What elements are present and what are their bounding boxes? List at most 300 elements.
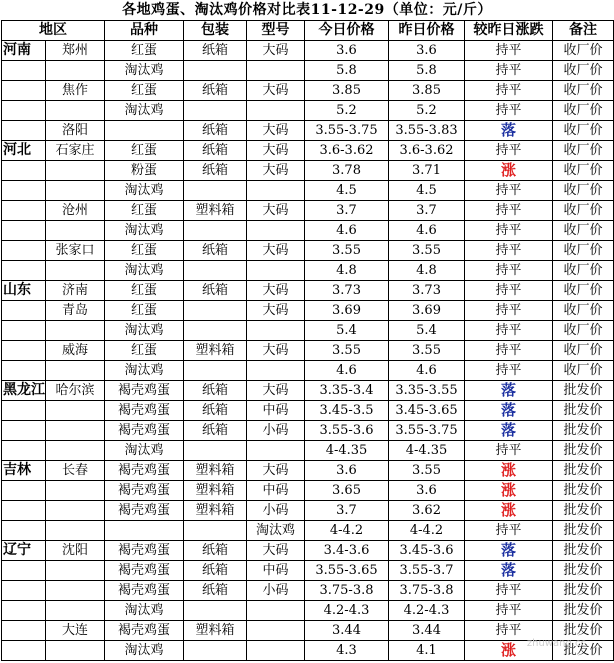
variety-cell: 褐壳鸡蛋 bbox=[105, 461, 184, 481]
variety-cell: 红蛋 bbox=[105, 341, 184, 361]
today-price-cell: 5.8 bbox=[305, 61, 389, 81]
change-cell: 涨 bbox=[465, 481, 553, 501]
table-row bbox=[2, 321, 614, 341]
table-row bbox=[2, 161, 614, 181]
table-row bbox=[2, 301, 614, 321]
city-cell bbox=[46, 161, 105, 181]
size-cell: 大码 bbox=[247, 121, 305, 141]
note-cell: 收厂价 bbox=[553, 341, 614, 361]
variety-cell: 褐壳鸡蛋 bbox=[105, 501, 184, 521]
size-cell bbox=[247, 641, 305, 661]
yesterday-price-cell: 3.55 bbox=[389, 341, 465, 361]
header-change: 较昨日涨跌 bbox=[465, 21, 553, 41]
yesterday-price-cell: 5.8 bbox=[389, 61, 465, 81]
today-price-cell: 3.6 bbox=[305, 461, 389, 481]
variety-cell: 褐壳鸡蛋 bbox=[105, 481, 184, 501]
size-cell: 大码 bbox=[247, 41, 305, 61]
change-cell: 落 bbox=[465, 381, 553, 401]
change-cell: 持平 bbox=[465, 141, 553, 161]
change-cell: 持平 bbox=[465, 181, 553, 201]
city-cell bbox=[46, 601, 105, 621]
size-cell: 小码 bbox=[247, 421, 305, 441]
table-row bbox=[2, 361, 614, 381]
variety-cell: 褐壳鸡蛋 bbox=[105, 421, 184, 441]
province-cell bbox=[2, 321, 46, 341]
watermark: zhuwang.cc bbox=[526, 638, 586, 649]
table-row bbox=[2, 261, 614, 281]
variety-cell: 红蛋 bbox=[105, 81, 184, 101]
yesterday-price-cell: 3.71 bbox=[389, 161, 465, 181]
note-cell: 收厂价 bbox=[553, 321, 614, 341]
note-cell: 批发价 bbox=[553, 521, 614, 541]
table-row bbox=[2, 621, 614, 641]
size-cell bbox=[247, 221, 305, 241]
today-price-cell: 3.55-3.65 bbox=[305, 561, 389, 581]
yesterday-price-cell: 4.2-4.3 bbox=[389, 601, 465, 621]
today-price-cell: 3.35-3.4 bbox=[305, 381, 389, 401]
change-cell: 涨 bbox=[465, 501, 553, 521]
variety-cell: 淘汰鸡 bbox=[105, 441, 184, 461]
today-price-cell: 4.2-4.3 bbox=[305, 601, 389, 621]
note-cell: 收厂价 bbox=[553, 281, 614, 301]
size-cell bbox=[247, 621, 305, 641]
note-cell: 收厂价 bbox=[553, 181, 614, 201]
price-table bbox=[1, 20, 614, 661]
note-cell: 收厂价 bbox=[553, 221, 614, 241]
table-row bbox=[2, 421, 614, 441]
province-cell: 黑龙江 bbox=[2, 381, 46, 401]
change-cell: 持平 bbox=[465, 81, 553, 101]
yesterday-price-cell: 4.6 bbox=[389, 221, 465, 241]
province-cell bbox=[2, 481, 46, 501]
province-cell bbox=[2, 341, 46, 361]
change-cell: 落 bbox=[465, 121, 553, 141]
city-cell: 哈尔滨 bbox=[46, 381, 105, 401]
note-cell: 批发价 bbox=[553, 401, 614, 421]
size-cell: 大码 bbox=[247, 161, 305, 181]
change-cell: 落 bbox=[465, 401, 553, 421]
city-cell: 张家口 bbox=[46, 241, 105, 261]
province-cell bbox=[2, 441, 46, 461]
size-cell: 大码 bbox=[247, 81, 305, 101]
province-cell bbox=[2, 241, 46, 261]
size-cell: 淘汰鸡 bbox=[247, 521, 305, 541]
table-header-row bbox=[2, 21, 614, 41]
variety-cell: 褐壳鸡蛋 bbox=[105, 541, 184, 561]
change-cell: 持平 bbox=[465, 581, 553, 601]
today-price-cell: 3.55-3.6 bbox=[305, 421, 389, 441]
today-price-cell: 3.6-3.62 bbox=[305, 141, 389, 161]
package-cell bbox=[184, 181, 247, 201]
province-cell bbox=[2, 81, 46, 101]
change-cell: 持平 bbox=[465, 301, 553, 321]
yesterday-price-cell: 3.69 bbox=[389, 301, 465, 321]
note-cell: 收厂价 bbox=[553, 241, 614, 261]
package-cell: 纸箱 bbox=[184, 41, 247, 61]
yesterday-price-cell: 3.55 bbox=[389, 241, 465, 261]
table-row bbox=[2, 601, 614, 621]
note-cell: 批发价 bbox=[553, 601, 614, 621]
province-cell bbox=[2, 301, 46, 321]
table-row bbox=[2, 281, 614, 301]
today-price-cell: 3.65 bbox=[305, 481, 389, 501]
province-cell bbox=[2, 421, 46, 441]
size-cell: 小码 bbox=[247, 581, 305, 601]
note-cell: 批发价 bbox=[553, 581, 614, 601]
city-cell bbox=[46, 321, 105, 341]
table-row bbox=[2, 581, 614, 601]
change-cell: 持平 bbox=[465, 321, 553, 341]
province-cell bbox=[2, 121, 46, 141]
city-cell bbox=[46, 421, 105, 441]
today-price-cell: 3.69 bbox=[305, 301, 389, 321]
province-cell bbox=[2, 581, 46, 601]
today-price-cell: 5.2 bbox=[305, 101, 389, 121]
package-cell: 纸箱 bbox=[184, 581, 247, 601]
variety-cell: 淘汰鸡 bbox=[105, 61, 184, 81]
table-row bbox=[2, 221, 614, 241]
variety-cell: 粉蛋 bbox=[105, 161, 184, 181]
yesterday-price-cell: 3.44 bbox=[389, 621, 465, 641]
yesterday-price-cell: 4-4.2 bbox=[389, 521, 465, 541]
variety-cell: 褐壳鸡蛋 bbox=[105, 621, 184, 641]
change-cell: 持平 bbox=[465, 41, 553, 61]
package-cell: 塑料箱 bbox=[184, 341, 247, 361]
size-cell: 大码 bbox=[247, 201, 305, 221]
package-cell bbox=[184, 641, 247, 661]
province-cell: 河北 bbox=[2, 141, 46, 161]
table-row bbox=[2, 481, 614, 501]
header-region: 地区 bbox=[2, 21, 105, 41]
package-cell: 塑料箱 bbox=[184, 201, 247, 221]
today-price-cell: 4.5 bbox=[305, 181, 389, 201]
size-cell: 大码 bbox=[247, 541, 305, 561]
city-cell bbox=[46, 61, 105, 81]
city-cell bbox=[46, 221, 105, 241]
today-price-cell: 3.78 bbox=[305, 161, 389, 181]
province-cell bbox=[2, 161, 46, 181]
table-row bbox=[2, 501, 614, 521]
note-cell: 收厂价 bbox=[553, 261, 614, 281]
today-price-cell: 5.4 bbox=[305, 321, 389, 341]
city-cell bbox=[46, 561, 105, 581]
size-cell: 中码 bbox=[247, 561, 305, 581]
change-cell: 持平 bbox=[465, 281, 553, 301]
yesterday-price-cell: 3.85 bbox=[389, 81, 465, 101]
header-yesterday-price: 昨日价格 bbox=[389, 21, 465, 41]
variety-cell: 淘汰鸡 bbox=[105, 361, 184, 381]
package-cell: 塑料箱 bbox=[184, 481, 247, 501]
variety-cell: 红蛋 bbox=[105, 141, 184, 161]
province-cell bbox=[2, 521, 46, 541]
size-cell: 大码 bbox=[247, 341, 305, 361]
package-cell bbox=[184, 261, 247, 281]
today-price-cell: 4.3 bbox=[305, 641, 389, 661]
variety-cell: 淘汰鸡 bbox=[105, 261, 184, 281]
variety-cell bbox=[105, 121, 184, 141]
today-price-cell: 3.85 bbox=[305, 81, 389, 101]
size-cell bbox=[247, 181, 305, 201]
yesterday-price-cell: 4.6 bbox=[389, 361, 465, 381]
package-cell: 纸箱 bbox=[184, 241, 247, 261]
change-cell: 落 bbox=[465, 561, 553, 581]
city-cell: 长春 bbox=[46, 461, 105, 481]
province-cell bbox=[2, 601, 46, 621]
today-price-cell: 4-4.35 bbox=[305, 441, 389, 461]
change-cell: 持平 bbox=[465, 361, 553, 381]
change-cell: 落 bbox=[465, 421, 553, 441]
yesterday-price-cell: 3.35-3.55 bbox=[389, 381, 465, 401]
yesterday-price-cell: 3.6-3.62 bbox=[389, 141, 465, 161]
today-price-cell: 3.55 bbox=[305, 241, 389, 261]
note-cell: 批发价 bbox=[553, 621, 614, 641]
city-cell: 沈阳 bbox=[46, 541, 105, 561]
note-cell: 批发价 bbox=[553, 481, 614, 501]
yesterday-price-cell: 3.7 bbox=[389, 201, 465, 221]
table-row bbox=[2, 541, 614, 561]
table-row bbox=[2, 241, 614, 261]
change-cell: 持平 bbox=[465, 521, 553, 541]
today-price-cell: 3.7 bbox=[305, 501, 389, 521]
package-cell: 塑料箱 bbox=[184, 621, 247, 641]
package-cell: 纸箱 bbox=[184, 561, 247, 581]
change-cell: 持平 bbox=[465, 621, 553, 641]
size-cell: 大码 bbox=[247, 461, 305, 481]
city-cell: 焦作 bbox=[46, 81, 105, 101]
size-cell bbox=[247, 321, 305, 341]
today-price-cell: 4.6 bbox=[305, 361, 389, 381]
table-row bbox=[2, 141, 614, 161]
package-cell: 纸箱 bbox=[184, 401, 247, 421]
table-row bbox=[2, 81, 614, 101]
size-cell bbox=[247, 441, 305, 461]
today-price-cell: 4-4.2 bbox=[305, 521, 389, 541]
change-cell: 持平 bbox=[465, 261, 553, 281]
variety-cell: 褐壳鸡蛋 bbox=[105, 401, 184, 421]
package-cell bbox=[184, 301, 247, 321]
today-price-cell: 3.4-3.6 bbox=[305, 541, 389, 561]
city-cell: 郑州 bbox=[46, 41, 105, 61]
table-row bbox=[2, 101, 614, 121]
yesterday-price-cell: 3.45-3.65 bbox=[389, 401, 465, 421]
today-price-cell: 3.44 bbox=[305, 621, 389, 641]
city-cell: 沧州 bbox=[46, 201, 105, 221]
province-cell bbox=[2, 361, 46, 381]
today-price-cell: 3.45-3.5 bbox=[305, 401, 389, 421]
package-cell: 纸箱 bbox=[184, 161, 247, 181]
city-cell bbox=[46, 441, 105, 461]
header-note: 备注 bbox=[553, 21, 614, 41]
city-cell bbox=[46, 361, 105, 381]
yesterday-price-cell: 3.6 bbox=[389, 481, 465, 501]
table-row bbox=[2, 401, 614, 421]
yesterday-price-cell: 3.55 bbox=[389, 461, 465, 481]
variety-cell: 红蛋 bbox=[105, 241, 184, 261]
variety-cell: 淘汰鸡 bbox=[105, 641, 184, 661]
city-cell: 青岛 bbox=[46, 301, 105, 321]
package-cell: 纸箱 bbox=[184, 421, 247, 441]
table-row bbox=[2, 641, 614, 661]
yesterday-price-cell: 4.8 bbox=[389, 261, 465, 281]
yesterday-price-cell: 3.55-3.83 bbox=[389, 121, 465, 141]
package-cell: 塑料箱 bbox=[184, 501, 247, 521]
size-cell bbox=[247, 61, 305, 81]
city-cell bbox=[46, 401, 105, 421]
note-cell: 批发价 bbox=[553, 541, 614, 561]
note-cell: 批发价 bbox=[553, 381, 614, 401]
variety-cell bbox=[105, 521, 184, 541]
table-row bbox=[2, 521, 614, 541]
province-cell bbox=[2, 221, 46, 241]
change-cell: 涨 bbox=[465, 461, 553, 481]
table-row bbox=[2, 121, 614, 141]
note-cell: 收厂价 bbox=[553, 121, 614, 141]
city-cell: 大连 bbox=[46, 621, 105, 641]
city-cell bbox=[46, 641, 105, 661]
package-cell: 纸箱 bbox=[184, 541, 247, 561]
province-cell bbox=[2, 501, 46, 521]
size-cell bbox=[247, 601, 305, 621]
size-cell: 大码 bbox=[247, 381, 305, 401]
province-cell bbox=[2, 261, 46, 281]
note-cell: 收厂价 bbox=[553, 301, 614, 321]
city-cell: 石家庄 bbox=[46, 141, 105, 161]
package-cell bbox=[184, 441, 247, 461]
package-cell bbox=[184, 601, 247, 621]
table-row bbox=[2, 461, 614, 481]
package-cell bbox=[184, 61, 247, 81]
today-price-cell: 3.55 bbox=[305, 341, 389, 361]
variety-cell: 红蛋 bbox=[105, 281, 184, 301]
change-cell: 涨 bbox=[465, 161, 553, 181]
note-cell: 批发价 bbox=[553, 441, 614, 461]
variety-cell: 淘汰鸡 bbox=[105, 181, 184, 201]
size-cell: 大码 bbox=[247, 241, 305, 261]
city-cell bbox=[46, 501, 105, 521]
package-cell bbox=[184, 361, 247, 381]
change-cell: 持平 bbox=[465, 341, 553, 361]
size-cell: 小码 bbox=[247, 501, 305, 521]
size-cell: 大码 bbox=[247, 141, 305, 161]
province-cell bbox=[2, 561, 46, 581]
province-cell bbox=[2, 401, 46, 421]
table-row bbox=[2, 441, 614, 461]
variety-cell: 褐壳鸡蛋 bbox=[105, 561, 184, 581]
package-cell bbox=[184, 321, 247, 341]
variety-cell: 淘汰鸡 bbox=[105, 601, 184, 621]
yesterday-price-cell: 3.55-3.75 bbox=[389, 421, 465, 441]
change-cell: 落 bbox=[465, 541, 553, 561]
variety-cell: 红蛋 bbox=[105, 41, 184, 61]
today-price-cell: 4.6 bbox=[305, 221, 389, 241]
variety-cell: 褐壳鸡蛋 bbox=[105, 381, 184, 401]
note-cell: 收厂价 bbox=[553, 81, 614, 101]
province-cell bbox=[2, 641, 46, 661]
size-cell: 中码 bbox=[247, 481, 305, 501]
yesterday-price-cell: 4.5 bbox=[389, 181, 465, 201]
city-cell bbox=[46, 481, 105, 501]
change-cell: 持平 bbox=[465, 441, 553, 461]
package-cell: 纸箱 bbox=[184, 281, 247, 301]
variety-cell: 褐壳鸡蛋 bbox=[105, 581, 184, 601]
province-cell: 河南 bbox=[2, 41, 46, 61]
province-cell bbox=[2, 61, 46, 81]
header-size: 型号 bbox=[247, 21, 305, 41]
page-title: 各地鸡蛋、淘汰鸡价格对比表11-12-29（单位：元/斤） bbox=[122, 2, 492, 18]
yesterday-price-cell: 3.45-3.6 bbox=[389, 541, 465, 561]
province-cell: 吉林 bbox=[2, 461, 46, 481]
package-cell bbox=[184, 101, 247, 121]
today-price-cell: 3.75-3.8 bbox=[305, 581, 389, 601]
change-cell: 持平 bbox=[465, 221, 553, 241]
today-price-cell: 3.6 bbox=[305, 41, 389, 61]
yesterday-price-cell: 4.1 bbox=[389, 641, 465, 661]
city-cell bbox=[46, 101, 105, 121]
city-cell: 济南 bbox=[46, 281, 105, 301]
note-cell: 收厂价 bbox=[553, 201, 614, 221]
today-price-cell: 3.7 bbox=[305, 201, 389, 221]
table-body bbox=[2, 41, 614, 661]
header-today-price: 今日价格 bbox=[305, 21, 389, 41]
province-cell bbox=[2, 201, 46, 221]
city-cell bbox=[46, 181, 105, 201]
header-variety: 品种 bbox=[105, 21, 184, 41]
yesterday-price-cell: 3.62 bbox=[389, 501, 465, 521]
table-row bbox=[2, 41, 614, 61]
province-cell bbox=[2, 181, 46, 201]
yesterday-price-cell: 3.73 bbox=[389, 281, 465, 301]
today-price-cell: 3.55-3.75 bbox=[305, 121, 389, 141]
city-cell: 洛阳 bbox=[46, 121, 105, 141]
city-cell: 威海 bbox=[46, 341, 105, 361]
province-cell bbox=[2, 101, 46, 121]
city-cell bbox=[46, 521, 105, 541]
note-cell: 批发价 bbox=[553, 641, 614, 661]
table-row bbox=[2, 381, 614, 401]
change-cell: 持平 bbox=[465, 601, 553, 621]
yesterday-price-cell: 5.2 bbox=[389, 101, 465, 121]
table-row bbox=[2, 61, 614, 81]
package-cell: 纸箱 bbox=[184, 141, 247, 161]
note-cell: 批发价 bbox=[553, 421, 614, 441]
note-cell: 收厂价 bbox=[553, 361, 614, 381]
note-cell: 批发价 bbox=[553, 461, 614, 481]
size-cell bbox=[247, 261, 305, 281]
province-cell: 辽宁 bbox=[2, 541, 46, 561]
yesterday-price-cell: 3.75-3.8 bbox=[389, 581, 465, 601]
size-cell: 中码 bbox=[247, 401, 305, 421]
yesterday-price-cell: 3.55-3.7 bbox=[389, 561, 465, 581]
change-cell: 持平 bbox=[465, 61, 553, 81]
table-row bbox=[2, 181, 614, 201]
table-row bbox=[2, 201, 614, 221]
change-cell: 持平 bbox=[465, 201, 553, 221]
city-cell bbox=[46, 581, 105, 601]
size-cell: 大码 bbox=[247, 301, 305, 321]
today-price-cell: 4.8 bbox=[305, 261, 389, 281]
package-cell: 纸箱 bbox=[184, 121, 247, 141]
yesterday-price-cell: 4-4.35 bbox=[389, 441, 465, 461]
package-cell: 塑料箱 bbox=[184, 461, 247, 481]
yesterday-price-cell: 3.6 bbox=[389, 41, 465, 61]
note-cell: 收厂价 bbox=[553, 61, 614, 81]
note-cell: 收厂价 bbox=[553, 161, 614, 181]
note-cell: 收厂价 bbox=[553, 101, 614, 121]
change-cell: 持平 bbox=[465, 241, 553, 261]
change-cell: 涨 bbox=[465, 641, 553, 661]
today-price-cell: 3.73 bbox=[305, 281, 389, 301]
city-cell bbox=[46, 261, 105, 281]
